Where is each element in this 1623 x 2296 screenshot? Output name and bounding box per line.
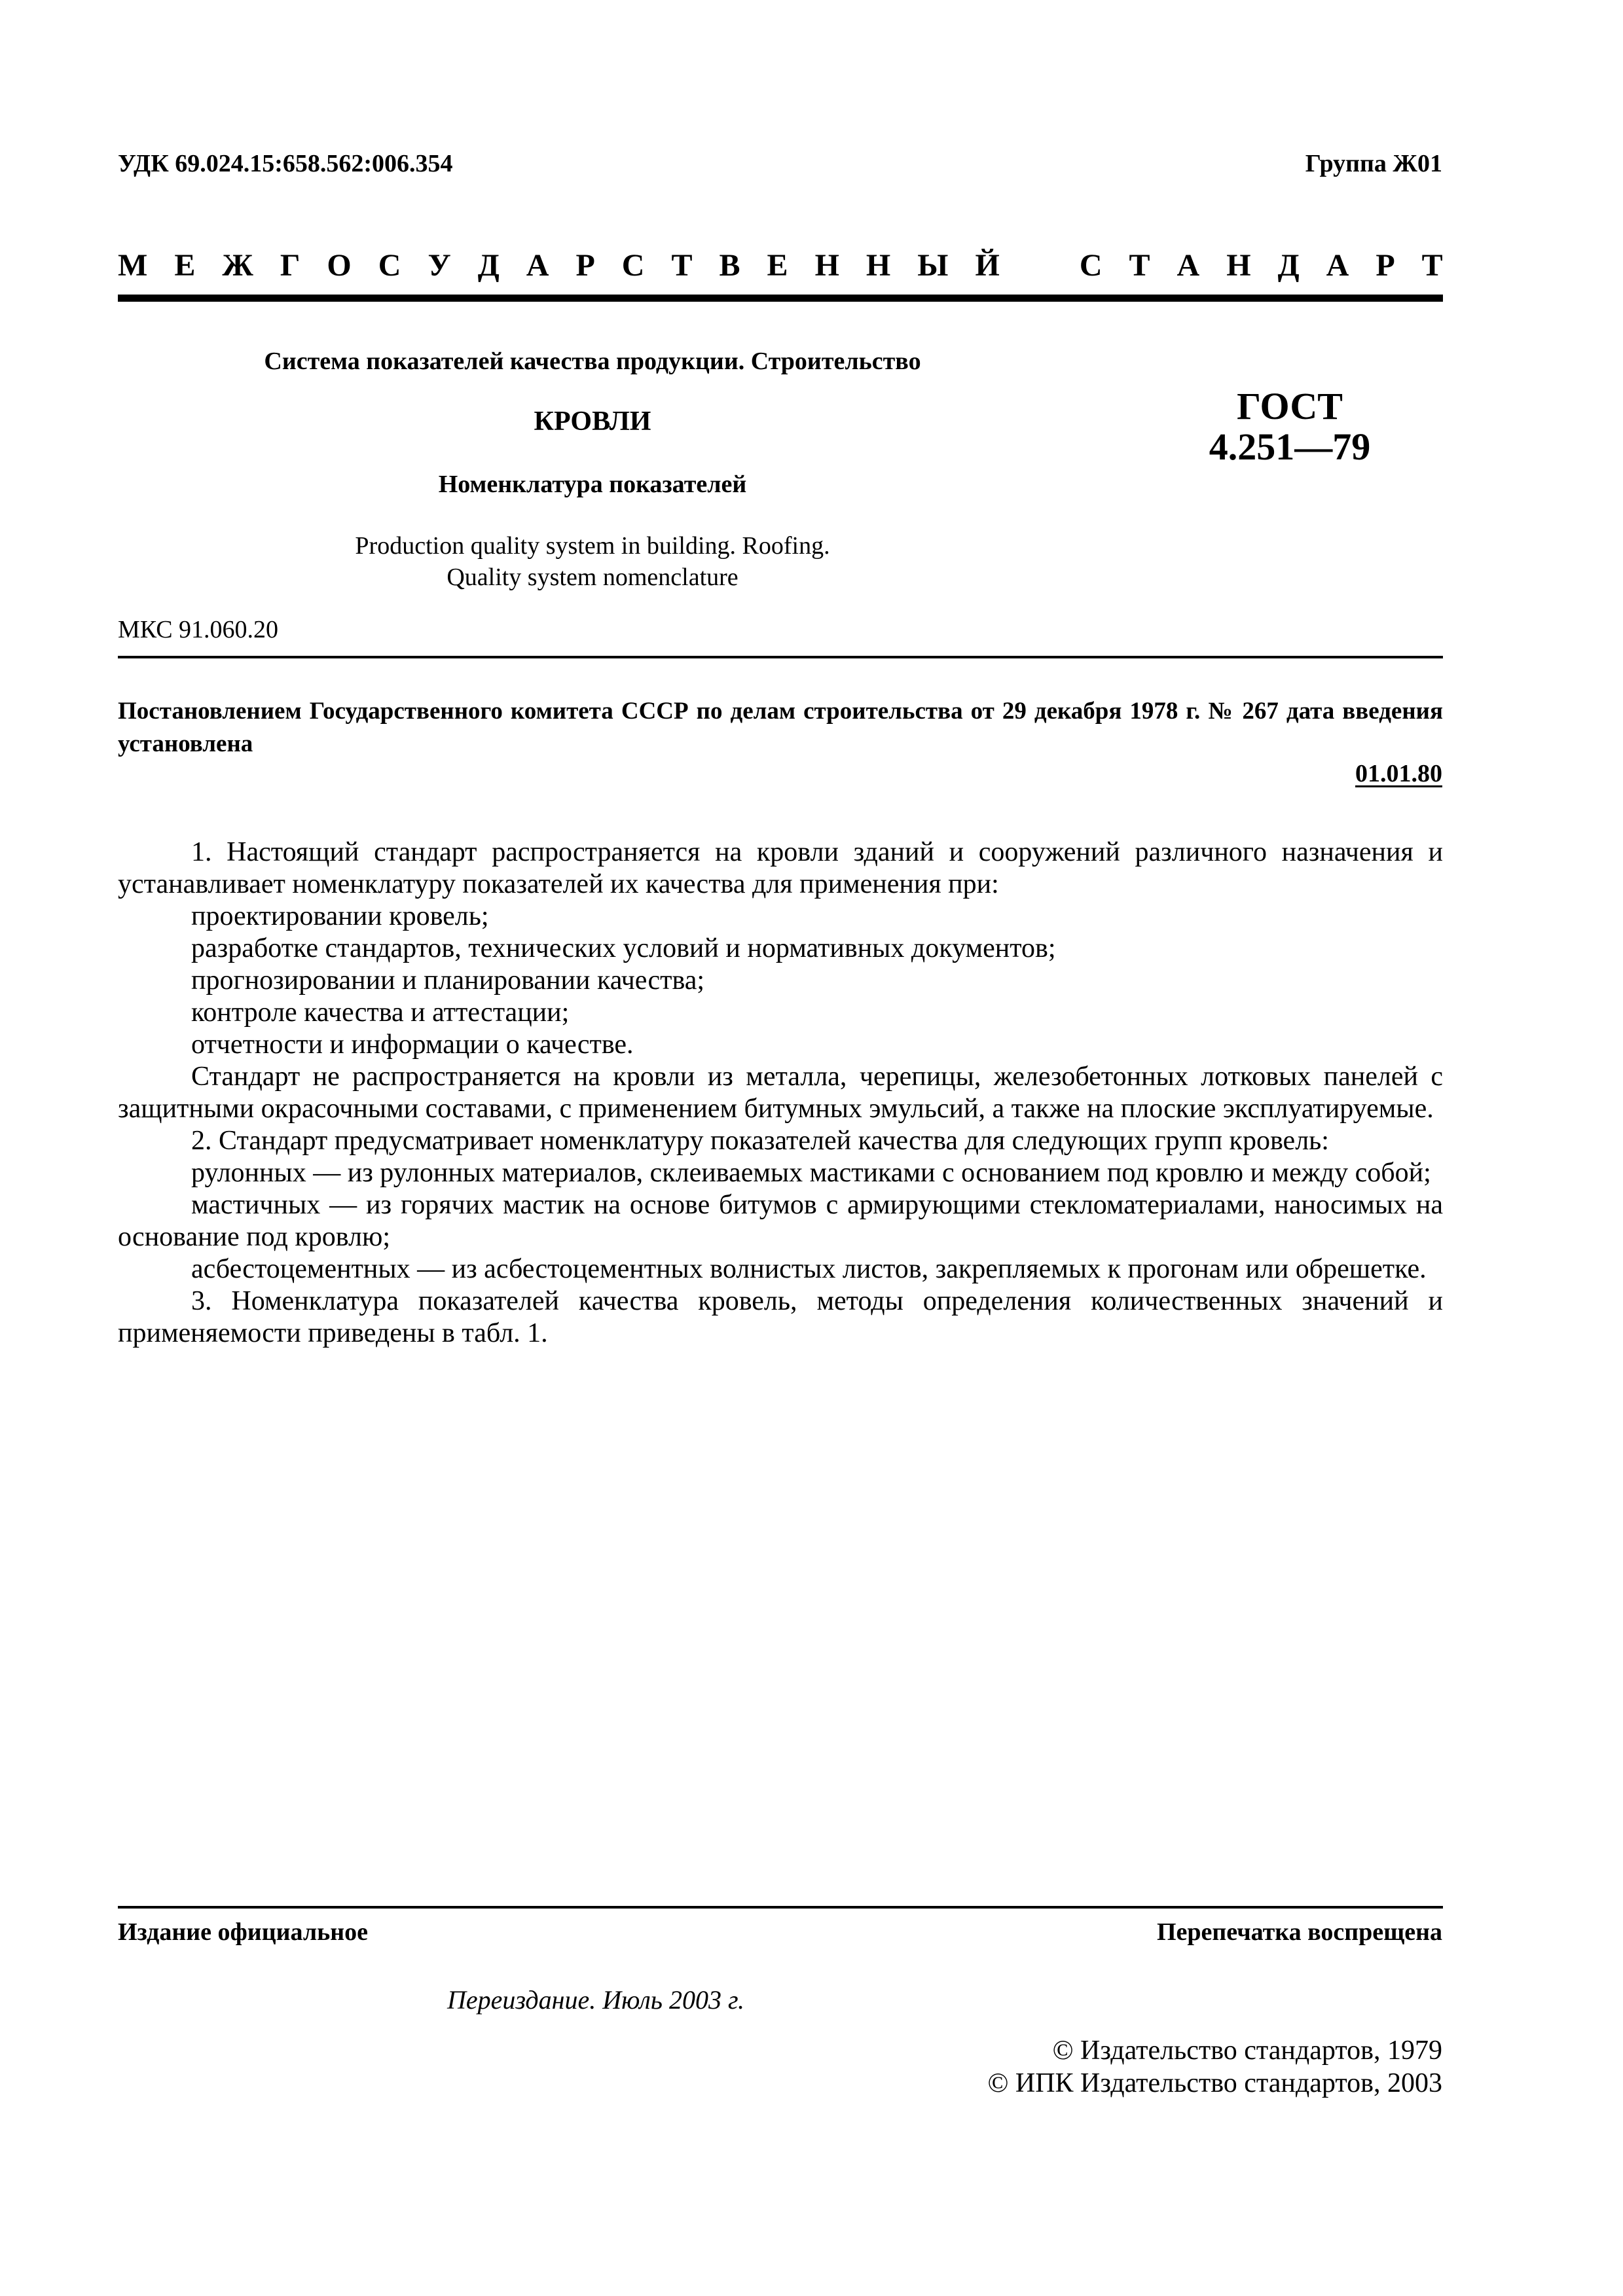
heading-letter: Н [1226,248,1251,283]
gost-code: 4.251—79 [1209,425,1371,468]
heading-letter: Т [1421,248,1443,283]
paragraph: Стандарт не распространяется на кровли из металла, черепицы, железобетонных лотковых панелей с защитными окрасочными составами, с применением битумных эмульсий, а также на плоские эксплуатируемые. [118,1062,1443,1124]
heading-letter: Й [975,248,1000,283]
paragraph: мастичных — из горячих мастик на основе битумов с армирующими стекломатериалами, наносимых на основание под кровлю; [118,1190,1443,1252]
heading-letter: Д [477,248,500,283]
copyright-block [987,2034,1442,2100]
document-body [118,836,1443,1350]
effective-date: 01.01.80 [1355,760,1442,787]
copyright-line: © Издательство стандартов, 1979 [1052,2036,1442,2066]
official-edition: Издание официальное [118,1918,369,1946]
heading-letter: А [1326,248,1349,283]
paragraph: 3. Номенклатура показателей качества кровель, методы определения количественных значений и применяемости приведены в табл. 1. [118,1286,1443,1348]
document-title: КРОВЛИ [534,406,651,437]
list-item: разработке стандартов, технических условий и нормативных документов; [191,933,1056,963]
gost-label: ГОСТ [1237,385,1343,427]
english-title-line: Quality system nomenclature [447,564,739,591]
system-title: Система показателей качества продукции. Строительство [264,348,921,375]
udk-code: УДК 69.024.15:658.562:006.354 [118,150,453,177]
heading-letter: Н [814,248,839,283]
heading-letter: Ж [222,248,253,283]
header-rule [118,295,1443,302]
heading-letter: Е [767,248,788,283]
heading-letter: В [719,248,740,283]
heading-letter: Г [280,248,301,283]
document-subtitle: Номенклатура показателей [438,471,747,498]
list-item: прогнозировании и планировании качества; [191,965,705,996]
heading-letter: С [378,248,401,283]
title-rule [118,656,1443,658]
copyright-line: © ИПК Издательство стандартов, 2003 [987,2068,1442,2098]
reprint-prohibited: Перепечатка воспрещена [1156,1918,1442,1946]
list-item: проектировании кровель; [191,901,489,931]
heading-letter: А [1176,248,1200,283]
reissue-note: Переиздание. Июль 2003 г. [447,1985,745,2015]
heading-letter: Р [1376,248,1395,283]
english-title-line: Production quality system in building. Roofing. [355,532,830,560]
english-title [118,530,1067,593]
heading-letter: Е [174,248,196,283]
list-item: отчетности и информации о качестве. [191,1030,634,1060]
list-item: контроле качества и аттестации; [191,997,570,1028]
paragraph: асбестоцементных — из асбестоцементных волнистых листов, закрепляемых к прогонам или обрешетке. [191,1254,1427,1284]
heading-letter: О [327,248,352,283]
decree-text: Постановлением Государственного комитета СССР по делам строительства от 29 декабря 1978 г. № 267 дата введения установлена [118,698,1443,757]
standard-type-heading [118,247,1443,283]
heading-letter: С [1079,248,1103,283]
heading-letter: Ы [917,248,949,283]
heading-letter: Н [866,248,891,283]
heading-letter: Т [1129,248,1150,283]
heading-letter: С [621,248,645,283]
gost-number [1139,386,1440,467]
paragraph: 2. Стандарт предусматривает номенклатуру показателей качества для следующих групп кровель: [191,1126,1329,1156]
heading-letter: А [526,248,549,283]
heading-letter: М [118,248,148,283]
classification-group: Группа Ж01 [1305,150,1442,177]
mks-code: МКС 91.060.20 [118,616,279,643]
heading-word-gap [1027,247,1053,283]
paragraph: рулонных — из рулонных материалов, склеиваемых мастиками с основанием под кровлю и между собой; [191,1158,1431,1188]
footer-rule [118,1906,1443,1909]
heading-letter: У [428,248,451,283]
heading-letter: Р [575,248,595,283]
paragraph: 1. Настоящий стандарт распространяется на кровли зданий и сооружений различного назначения и устанавливает номенклатуру показателей их качества для применения при: [118,837,1443,899]
heading-letter: Т [671,248,693,283]
heading-letter: Д [1277,248,1300,283]
